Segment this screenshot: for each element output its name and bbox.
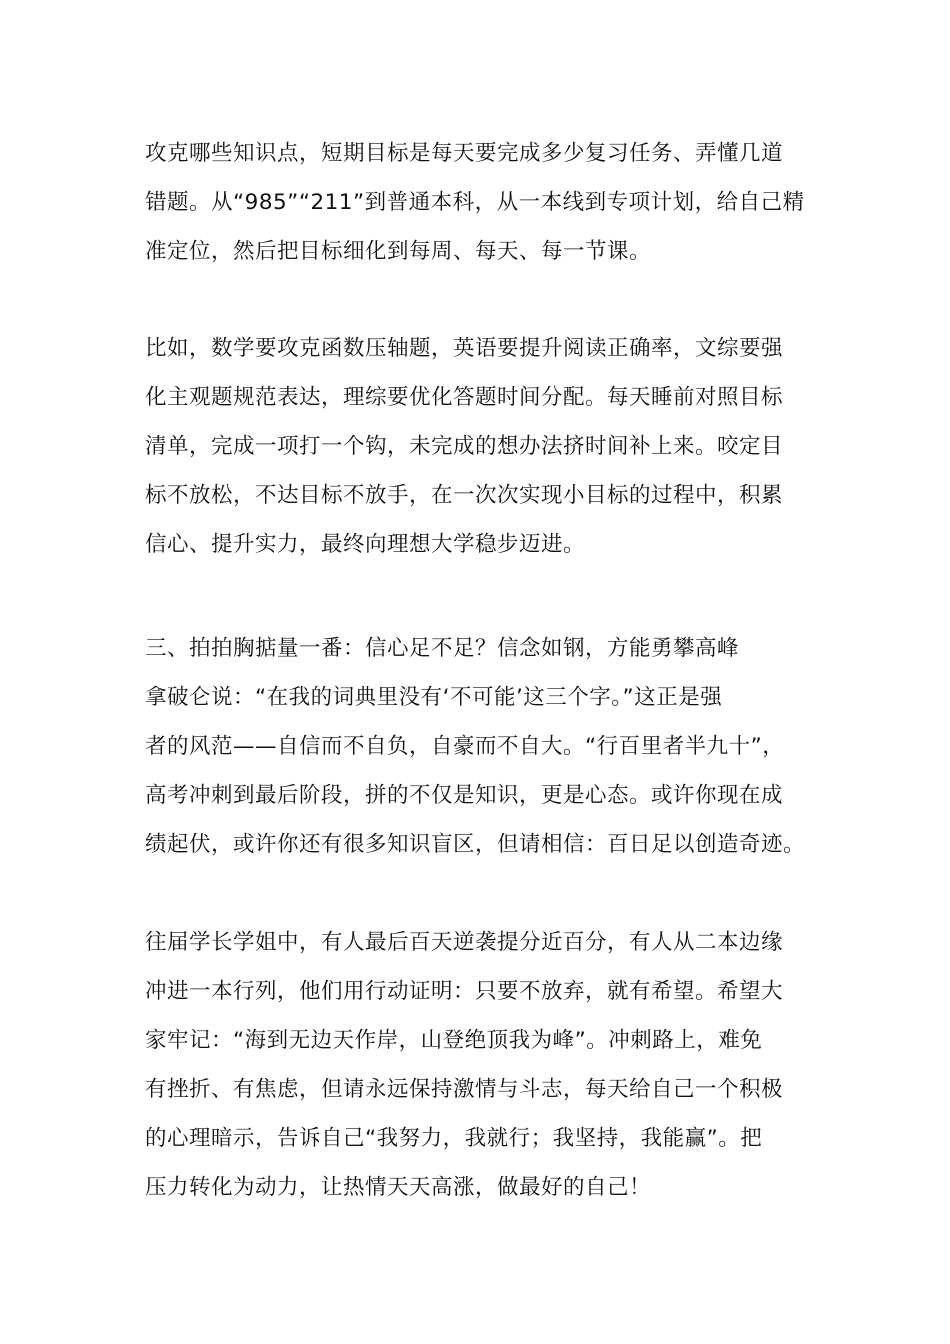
text-line: 拿破仑说：“在我的词典里没有‘不可能’这三个字。”这正是强 [145, 685, 723, 710]
text-line: 往届学长学姐中，有人最后百天逆袭提分近百分，有人从二本边缘 [145, 930, 784, 955]
text-line: 化主观题规范表达，理综要优化答题时间分配。每天睡前对照目标 [145, 385, 784, 410]
paragraph-confidence-section [145, 624, 815, 869]
text-line: 高考冲刺到最后阶段，拼的不仅是知识，更是心态。或许你现在成 [145, 783, 784, 808]
text-line: 有挫折、有焦虑，但请永远保持激情与斗志，每天给自己一个积极 [145, 1077, 784, 1102]
text-line: 错题。从“985”“211”到普通本科，从一本线到专项计划，给自己精 [145, 190, 805, 215]
paragraph-example-targets [145, 324, 815, 569]
text-line: 准定位，然后把目标细化到每周、每天、每一节课。 [145, 239, 652, 264]
text-line: 冲进一本行列，他们用行动证明：只要不放弃，就有希望。希望大 [145, 979, 784, 1004]
text-line: 家牢记：“海到无边天作岸，山登绝顶我为峰”。冲刺路上，难免 [145, 1028, 763, 1053]
text-line: 信心、提升实力，最终向理想大学稳步迈进。 [145, 532, 586, 557]
text-line: 标不放松，不达目标不放手，在一次次实现小目标的过程中，积累 [145, 483, 784, 508]
text-line: 者的风范——自信而不自负，自豪而不自大。“行百里者半九十”， [145, 734, 785, 759]
paragraph-goal-setting [145, 129, 815, 276]
text-line: 压力转化为动力，让热情天天高涨，做最好的自己！ [145, 1175, 652, 1200]
text-line: 绩起伏，或许你还有很多知识盲区，但请相信：百日足以创造奇迹。 [145, 832, 806, 857]
text-line: 攻克哪些知识点，短期目标是每天要完成多少复习任务、弄懂几道 [145, 141, 784, 166]
text-line: 的心理暗示，告诉自己“我努力，我就行；我坚持，我能赢”。把 [145, 1126, 763, 1151]
text-line: 比如，数学要攻克函数压轴题，英语要提升阅读正确率，文综要强 [145, 336, 784, 361]
paragraph-encouragement [145, 918, 815, 1212]
text-line: 清单，完成一项打一个钩，未完成的想办法挤时间补上来。咬定目 [145, 434, 784, 459]
section-heading: 三、拍拍胸掂量一番：信心足不足？信念如钢，方能勇攀高峰 [145, 636, 740, 661]
